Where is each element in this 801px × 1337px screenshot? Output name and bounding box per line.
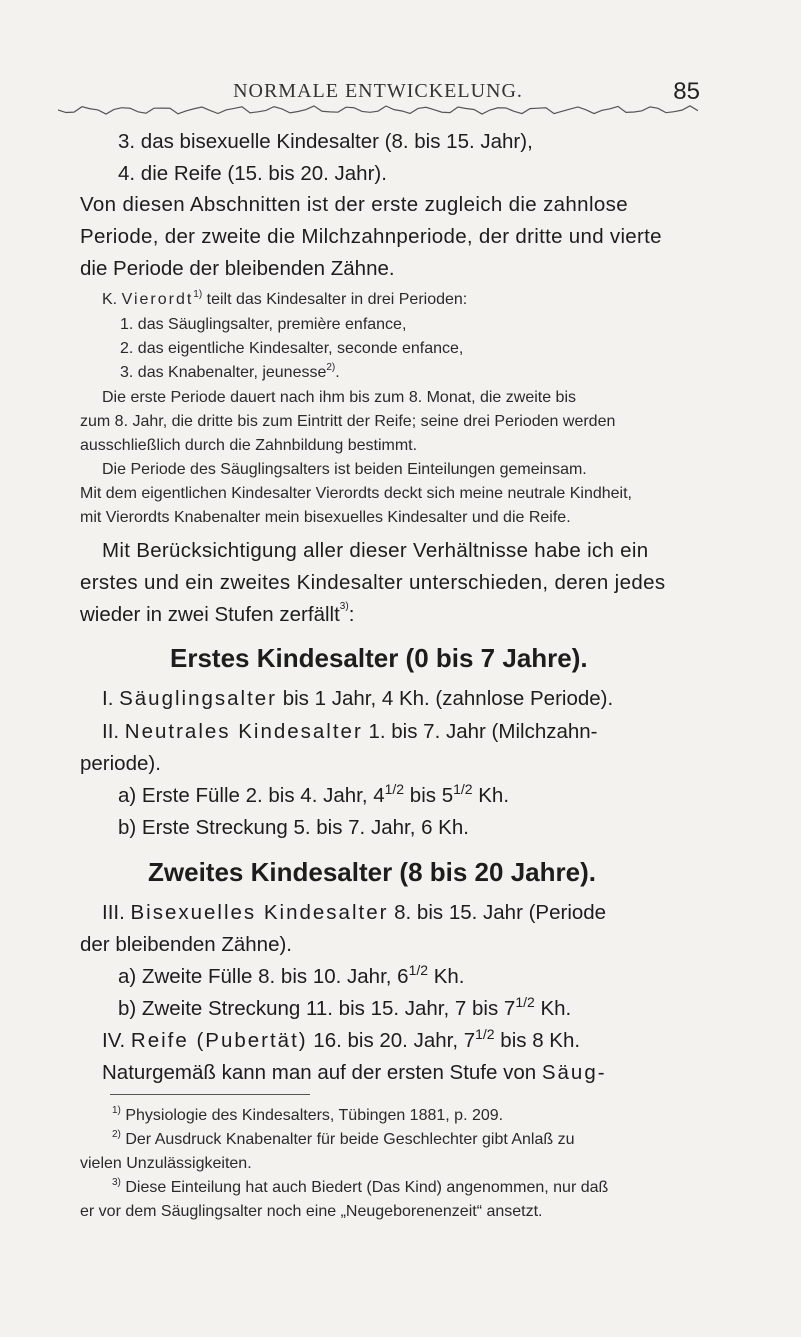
substage-a — [118, 962, 465, 989]
punctuation: : — [348, 603, 355, 626]
paragraph-line: Mit Berücksichtigung aller dieser Verhältnisse habe ich ein — [102, 539, 649, 562]
footnote-rule — [110, 1094, 310, 1095]
paragraph-line: Von diesen Abschnitten ist der erste zugleich die zahnlose — [80, 193, 628, 216]
vierordt-item-3-text: 3. das Knabenalter, jeunesse — [120, 364, 327, 381]
footnote-2-cont: vielen Unzulässigkeiten. — [80, 1155, 252, 1172]
stage-number: III. — [102, 901, 131, 924]
footnote-ref: 3) — [339, 601, 349, 612]
stage-number: II. — [102, 720, 125, 743]
stage-II — [102, 720, 598, 744]
vierordt-item-3 — [120, 364, 340, 382]
running-title: NORMALE ENTWICKELUNG. — [233, 80, 523, 102]
punctuation: . — [335, 364, 340, 381]
small-paragraph-line: Die Periode des Säuglingsalters ist beiden Einteilungen gemeinsam. — [102, 461, 587, 478]
stage-III-cont: der bleibenden Zähne). — [80, 933, 292, 956]
footnote-mark: 3) — [112, 1177, 121, 1188]
fraction: 1/2 — [475, 1026, 495, 1042]
list-item-4: 4. die Reife (15. bis 20. Jahr). — [118, 162, 387, 185]
stage-text: bis 1 Jahr, 4 Kh. (zahnlose Periode). — [277, 687, 614, 710]
page-number: 85 — [673, 78, 700, 105]
footnote-ref: 2) — [326, 362, 336, 373]
substage-text: b) Zweite Streckung 11. bis 15. Jahr, 7 bis 7 — [118, 997, 516, 1020]
vierordt-item-2: 2. das eigentliche Kindesalter, seconde enfance, — [120, 340, 464, 357]
stage-text: 1. bis 7. Jahr (Milchzahn- — [362, 720, 598, 743]
footnote-3-cont: er vor dem Säuglingsalter noch eine „Neugeborenenzeit“ ansetzt. — [80, 1203, 543, 1220]
fraction: 1/2 — [453, 781, 473, 797]
fraction: 1/2 — [384, 781, 405, 797]
stage-III — [102, 901, 606, 925]
emphasized-term: Säug- — [541, 1061, 607, 1084]
small-paragraph-line: Mit dem eigentlichen Kindesalter Vierordts deckt sich meine neutrale Kindheit, — [80, 485, 632, 502]
paragraph-line: die Periode der bleibenden Zähne. — [80, 257, 395, 280]
vierordt-intro-text: teilt das Kindesalter in drei Perioden: — [202, 291, 468, 308]
paragraph-line: erstes und ein zweites Kindesalter unterschieden, deren jedes — [80, 571, 666, 594]
substage-text: Kh. — [534, 997, 572, 1020]
stage-term: Reife (Pubertät) — [130, 1029, 308, 1052]
footnote-text: Physiologie des Kindesalters, Tübingen 1881, p. 209. — [120, 1107, 504, 1124]
stage-text: 8. bis 15. Jahr (Periode — [388, 901, 607, 924]
paragraph-line: Periode, der zweite die Milchzahnperiode, der dritte und vierte — [80, 225, 662, 248]
paragraph-line — [102, 1061, 607, 1085]
fraction: 1/2 — [515, 994, 535, 1010]
small-paragraph-line: mit Vierordts Knabenalter mein bisexuelles Kindesalter und die Reife. — [80, 509, 571, 526]
substage-text: Kh. — [472, 784, 510, 807]
stage-I — [102, 687, 613, 711]
list-item-3: 3. das bisexuelle Kindesalter (8. bis 15. Jahr), — [118, 130, 533, 153]
footnote-mark: 1) — [112, 1105, 121, 1116]
section-heading-1: Erstes Kindesalter (0 bis 7 Jahre). — [170, 643, 588, 673]
stage-text: 16. bis 20. Jahr, 7 — [307, 1029, 476, 1052]
vierordt-item-1: 1. das Säuglingsalter, première enfance, — [120, 316, 407, 333]
fraction: 1/2 — [408, 962, 429, 978]
substage-b — [118, 994, 572, 1021]
footnote-1 — [112, 1107, 503, 1125]
footnote-text: Der Ausdruck Knabenalter für beide Geschlechter gibt Anlaß zu — [120, 1131, 575, 1148]
stage-term: Säuglingsalter — [119, 687, 278, 710]
stage-II-cont: periode). — [80, 752, 161, 775]
substage-b: b) Erste Streckung 5. bis 7. Jahr, 6 Kh. — [118, 816, 469, 839]
paragraph-line — [80, 603, 354, 627]
section-heading-2: Zweites Kindesalter (8 bis 20 Jahre). — [148, 857, 596, 887]
paragraph-text: wieder in zwei Stufen zerfällt — [80, 603, 340, 626]
small-paragraph-line: zum 8. Jahr, die dritte bis zum Eintritt der Reife; seine drei Perioden werden — [80, 413, 616, 430]
stage-text: bis 8 Kh. — [494, 1029, 581, 1052]
footnote-2 — [112, 1131, 575, 1149]
stage-IV — [102, 1026, 581, 1053]
stage-term: Bisexuelles Kindesalter — [130, 901, 389, 924]
stage-term: Neutrales Kindesalter — [124, 720, 363, 743]
paragraph-text: Naturgemäß kann man auf der ersten Stufe von — [102, 1061, 542, 1084]
substage-text: a) Erste Fülle 2. bis 4. Jahr, 4 — [118, 784, 385, 807]
substage-text: Kh. — [428, 965, 465, 988]
author-name: Vierordt — [121, 291, 194, 308]
small-paragraph-line: Die erste Periode dauert nach ihm bis zum 8. Monat, die zweite bis — [102, 389, 577, 406]
footnote-3 — [112, 1179, 608, 1197]
substage-a — [118, 781, 510, 808]
vierordt-intro: K. Vierordt$^{1)}$ teilt das Kindesalter in drei Perioden: — [102, 289, 468, 308]
stage-number: IV. — [102, 1029, 131, 1052]
footnote-mark: 2) — [112, 1129, 121, 1140]
substage-text: bis 5 — [404, 784, 454, 807]
substage-text: a) Zweite Fülle 8. bis 10. Jahr, 6 — [118, 965, 409, 988]
footnote-text: Diese Einteilung hat auch Biedert (Das Kind) angenommen, nur daß — [120, 1179, 609, 1196]
small-paragraph-line: ausschließlich durch die Zahnbildung bestimmt. — [80, 437, 418, 454]
footnote-ref: 1) — [193, 289, 203, 300]
wavy-rule-ornament — [58, 103, 698, 117]
stage-number: I. — [102, 687, 120, 710]
